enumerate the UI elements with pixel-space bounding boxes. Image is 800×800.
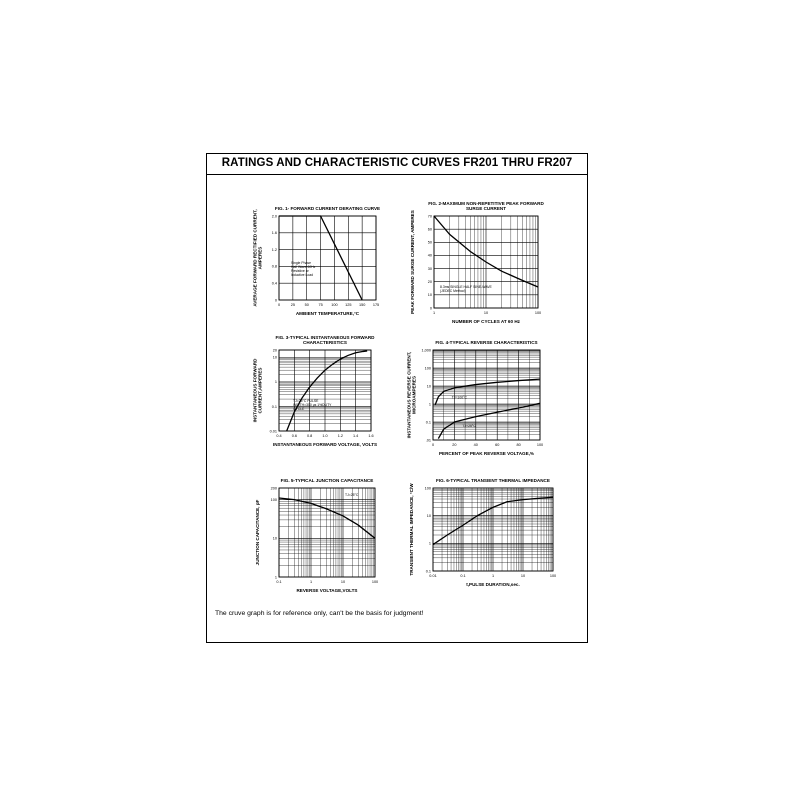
x-tick-label: 0.1 — [460, 574, 466, 578]
series-label: TJ=100°C — [451, 395, 467, 400]
series-line — [279, 498, 375, 538]
y-tick-label: 10 — [426, 384, 431, 389]
y-tick-label: 0.4 — [271, 281, 277, 286]
y-tick-label: 0.01 — [269, 429, 277, 434]
series-label: TJ=25°C — [462, 424, 476, 428]
x-tick-label: 80 — [516, 443, 521, 447]
x-tick-label: 0.01 — [429, 574, 437, 578]
x-tick-label: 0.6 — [291, 434, 297, 438]
page-title: RATINGS AND CHARACTERISTIC CURVES FR201 THRU FR207 — [221, 157, 573, 169]
x-tick-label: 1 — [491, 574, 495, 578]
x-tick-label: 150 — [358, 303, 366, 307]
y-tick-label: 0.1 — [425, 420, 431, 425]
x-tick-label: 10 — [520, 574, 526, 578]
y-tick-label: 1 — [428, 402, 431, 407]
y-tick-label: 100 — [424, 366, 431, 371]
y-tick-label: 50 — [427, 240, 432, 245]
y-tick-label: 200 — [270, 486, 277, 491]
chart-title: FIG. 3-TYPICAL INSTANTANEOUS FORWARD CHARACTERISTICS — [275, 335, 375, 345]
y-tick-label: 10 — [272, 536, 277, 541]
x-tick-label: 50 — [304, 303, 309, 307]
y-tick-label: 1 — [428, 541, 431, 546]
x-tick-label: 1.2 — [337, 434, 343, 438]
y-axis-label: TRANSIENT THERMAL IMPEDANCE, °C/W — [409, 483, 414, 576]
x-tick-label: 1 — [432, 311, 436, 315]
series-line — [438, 403, 540, 438]
y-tick-label: 100 — [424, 486, 431, 491]
y-tick-label: 10 — [272, 355, 277, 360]
chart-title: FIG. 1- FORWARD CURRENT DERATING CURVE — [274, 206, 381, 211]
chart-annotation: TJ=25°C — [345, 493, 359, 497]
x-tick-label: 125 — [345, 303, 352, 307]
x-tick-label: 0 — [431, 443, 435, 447]
y-tick-label: 1 — [274, 380, 277, 385]
datasheet-page — [206, 153, 588, 643]
x-axis-label: REVERSE VOLTAGE,VOLTS — [296, 588, 358, 593]
x-tick-label: 75 — [318, 303, 323, 307]
chart-title: FIG. 4-TYPICAL REVERSE CHARACTERISTICS — [435, 340, 538, 345]
x-tick-label: 0.1 — [276, 580, 282, 584]
y-tick-label: 10 — [427, 293, 432, 298]
y-tick-label: 1,000 — [421, 348, 431, 353]
x-tick-label: 100 — [331, 303, 338, 307]
x-axis-label: AMBIENT TEMPERATURE,°C — [295, 311, 360, 316]
chart-annotation: 8.3ms SINGLE HALF SINE-WAVE (JEDEC Method) — [440, 285, 492, 293]
y-tick-label: 30 — [427, 266, 432, 271]
y-tick-label: 40 — [427, 253, 432, 258]
chart-title: FIG. 5-TYPICAL JUNCTION CAPACITANCE — [280, 478, 374, 483]
series-line — [435, 379, 540, 405]
charts-canvas — [207, 154, 587, 642]
y-tick-label: 20 — [272, 348, 277, 353]
x-tick-label: 1 — [309, 580, 313, 584]
x-tick-label: 25 — [290, 303, 295, 307]
x-tick-label: 100 — [371, 580, 379, 584]
chart-annotation: TJ=25°C PULSE WIDTH=300 μs 1%DUTY CYCLE — [293, 399, 332, 411]
y-tick-label: 60 — [427, 227, 432, 232]
x-tick-label: 1.0 — [322, 434, 328, 438]
x-axis-label: t,PULSE DURATION,sec. — [466, 582, 520, 587]
y-tick-label: 0.1 — [425, 569, 431, 574]
y-tick-label: 2.0 — [271, 214, 277, 219]
x-tick-label: 1.6 — [368, 434, 374, 438]
x-axis-label: PERCENT OF PEAK REVERSE VOLTAGE,% — [438, 451, 535, 456]
y-tick-label: 1.6 — [271, 231, 277, 236]
y-axis-label: AVERAGE FORWARD RECTIFIED CURRENT,AMPERES — [252, 209, 263, 307]
x-tick-label: 10 — [340, 580, 346, 584]
y-tick-label: 0.1 — [271, 404, 277, 409]
x-tick-label: 0 — [277, 303, 281, 307]
x-tick-label: 40 — [473, 443, 478, 447]
x-tick-label: 100 — [549, 574, 557, 578]
y-tick-label: 0 — [274, 298, 277, 303]
x-axis-label: INSTANTANEOUS FORWARD VOLTAGE, VOLTS — [272, 442, 378, 447]
y-axis-label: PEAK FORWARD SURGE CURRENT, AMPERES — [410, 210, 415, 314]
chart-annotation: Single Phase Half Wave 60Hz Resistive or Inductive Load — [291, 261, 316, 277]
y-axis-label: JUNCTION CAPACITANCE, pF — [255, 499, 260, 566]
x-tick-label: 100 — [536, 443, 544, 447]
chart-title: FIG. 2-MAXIMUM NON-REPETITIVE PEAK FORWARD SURGE CURRENT — [428, 201, 544, 211]
y-tick-label: 1.2 — [271, 247, 277, 252]
x-tick-label: 60 — [495, 443, 500, 447]
x-tick-label: 100 — [534, 311, 542, 315]
y-tick-label: 10 — [426, 513, 431, 518]
x-tick-label: 0.8 — [307, 434, 313, 438]
x-tick-label: 175 — [372, 303, 380, 307]
y-tick-label: 0 — [429, 306, 432, 311]
footnote: The cruve graph is for reference only, can't be the basis for judgment! — [215, 610, 424, 617]
x-tick-label: 0.4 — [276, 434, 282, 438]
y-tick-label: 1 — [274, 575, 277, 580]
x-axis-label: NUMBER OF CYCLES AT 60 Hz — [452, 319, 520, 324]
chart-title: FIG. 6-TYPICAL TRANSIENT THERMAL IMPEDANCE — [436, 478, 550, 483]
x-tick-label: 20 — [452, 443, 457, 447]
y-tick-label: .01 — [425, 438, 431, 443]
y-axis-label: INSTANTANEOUS REVERSE CURRENT,MICROAMPERES — [406, 351, 417, 439]
x-tick-label: 1.4 — [353, 434, 359, 438]
y-tick-label: 70 — [427, 214, 432, 219]
series-line — [287, 351, 368, 431]
y-tick-label: 20 — [427, 280, 432, 285]
y-axis-label: INSTANTANEOUS FORWARDCURRENT,AMPERES — [252, 358, 263, 423]
x-tick-label: 10 — [483, 311, 489, 315]
y-tick-label: 0.8 — [271, 264, 277, 269]
y-tick-label: 100 — [270, 497, 277, 502]
